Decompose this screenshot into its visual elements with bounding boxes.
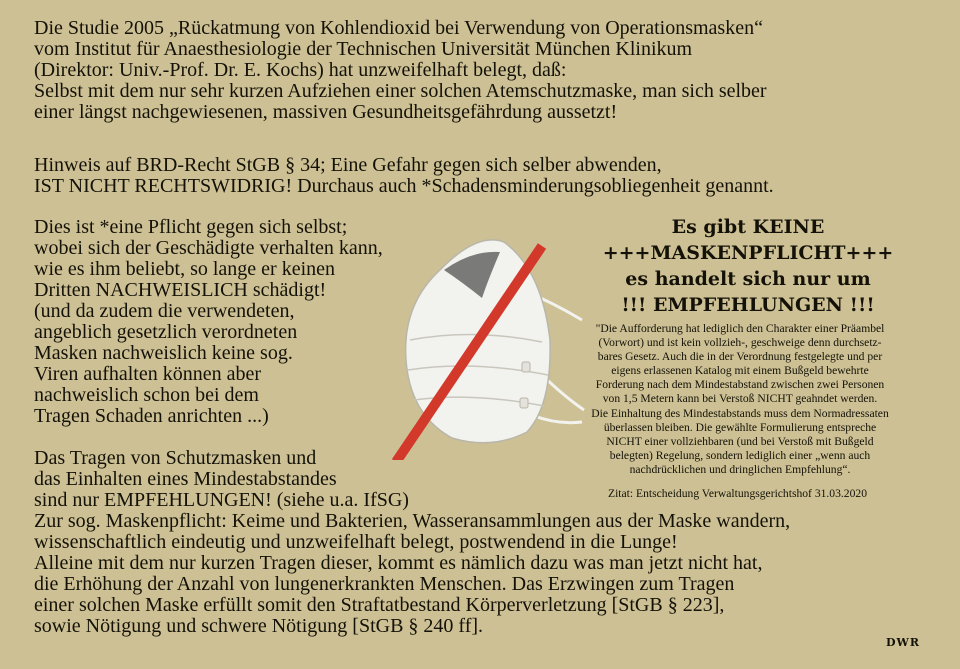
- callout-heading: [578, 214, 918, 318]
- bottom-line: einer solchen Maske erfüllt somit den Straftatbestand Körperverletzung [StGB § 223],: [34, 594, 725, 616]
- bottom-line: Das Tragen von Schutzmasken und: [34, 447, 317, 469]
- callout-line: es handelt sich nur um: [625, 268, 871, 290]
- bottom-paragraph: [34, 448, 790, 637]
- author-signature: DWR: [886, 636, 921, 649]
- quote-line: belegten) Regelung, sondern lediglich einer „wenn auch: [609, 448, 871, 462]
- bottom-line: die Erhöhung der Anzahl von lungenerkrankten Menschen. Das Erzwingen zum Tragen: [34, 573, 735, 595]
- quote-line: überlassen bleiben. Die gewählte Formulierung entspreche: [603, 420, 877, 434]
- bottom-line: wissenschaftlich eindeutig und unzweifelhaft belegt, postwendend in die Lunge!: [34, 531, 678, 553]
- left-column-line: wobei sich der Geschädigte verhalten kann,: [34, 237, 383, 259]
- quote-citation: Zitat: Entscheidung Verwaltungsgerichtshof 31.03.2020: [608, 487, 867, 500]
- bottom-line: sowie Nötigung und schwere Nötigung [StGB § 240 ff].: [34, 615, 484, 637]
- quote-line: von 1,5 Metern kann bei Verstoß NICHT geahndet werden.: [602, 392, 878, 406]
- intro-line: Die Studie 2005 „Rückatmung von Kohlendioxid bei Verwendung von Operationsmasken“: [34, 17, 763, 39]
- left-column-paragraph: [34, 217, 383, 427]
- intro-line: (Direktor: Univ.-Prof. Dr. E. Kochs) hat unzweifelhaft belegt, daß:: [34, 59, 567, 81]
- bottom-line: das Einhalten eines Mindestabstandes: [34, 468, 337, 490]
- legal-note-paragraph: [34, 155, 774, 197]
- callout-line: !!! EMPFEHLUNGEN !!!: [621, 294, 875, 316]
- intro-paragraph: [34, 18, 767, 123]
- left-column-line: Dritten NACHWEISLICH schädigt!: [34, 279, 327, 301]
- callout-line: +++MASKENPFLICHT+++: [602, 242, 894, 264]
- quote-line: NICHT einer vollziehbaren (und bei Verstoß mit Bußgeld: [606, 434, 874, 448]
- quote-line: eigens erlassenen Katalog mit einem Bußgeld bewehrte: [611, 364, 869, 378]
- left-column-line: Viren aufhalten können aber: [34, 363, 262, 385]
- quote-line: bares Gesetz. Auch die in der Verordnung festgelegte und per: [597, 350, 883, 364]
- left-column-line: nachweislich schon bei dem: [34, 384, 259, 406]
- bottom-line: Zur sog. Maskenpflicht: Keime und Bakterien, Wasseransammlungen aus der Maske wandern,: [34, 510, 791, 532]
- left-column-line: wie es ihm beliebt, so lange er keinen: [34, 258, 336, 280]
- left-column-line: angeblich gesetzlich verordneten: [34, 321, 298, 343]
- quote-line: "Die Aufforderung hat lediglich den Charakter einer Präambel: [595, 322, 885, 335]
- bottom-line: Alleine mit dem nur kurzen Tragen dieser, kommt es nämlich dazu was man jetzt nicht hat,: [34, 552, 763, 574]
- intro-line: Selbst mit dem nur sehr kurzen Aufziehen einer solchen Atemschutzmaske, man sich selber: [34, 80, 767, 102]
- quote-line: Forderung nach dem Mindestabstand zwischen zwei Personen: [595, 378, 885, 392]
- quote-line: (Vorwort) und ist kein vollzieh-, geschweige denn durchsetz-: [598, 336, 882, 350]
- callout-line: Es gibt KEINE: [671, 216, 825, 238]
- quote-line: nachdrücklichen und dringlichen Empfehlung“.: [629, 462, 851, 476]
- left-column-line: Tragen Schaden anrichten ...): [34, 405, 269, 427]
- legal-note-line: IST NICHT RECHTSWIDRIG! Durchaus auch *Schadensminderungsobliegenheit genannt.: [34, 175, 774, 197]
- quote-line: Die Einhaltung des Mindestabstands muss dem Normadressaten: [591, 406, 889, 420]
- legal-note-line: Hinweis auf BRD-Recht StGB § 34; Eine Gefahr gegen sich selber abwenden,: [34, 154, 662, 176]
- bottom-line: sind nur EMPFEHLUNGEN! (siehe u.a. IfSG): [34, 489, 409, 511]
- intro-line: vom Institut für Anaesthesiologie der Technischen Universität München Klinikum: [34, 38, 693, 60]
- intro-line: einer längst nachgewiesenen, massiven Gesundheitsgefährdung aussetzt!: [34, 101, 618, 123]
- left-column-line: Masken nachweislich keine sog.: [34, 342, 293, 364]
- left-column-line: (und da zudem die verwendeten,: [34, 300, 295, 322]
- left-column-line: Dies ist *eine Pflicht gegen sich selbst;: [34, 216, 348, 238]
